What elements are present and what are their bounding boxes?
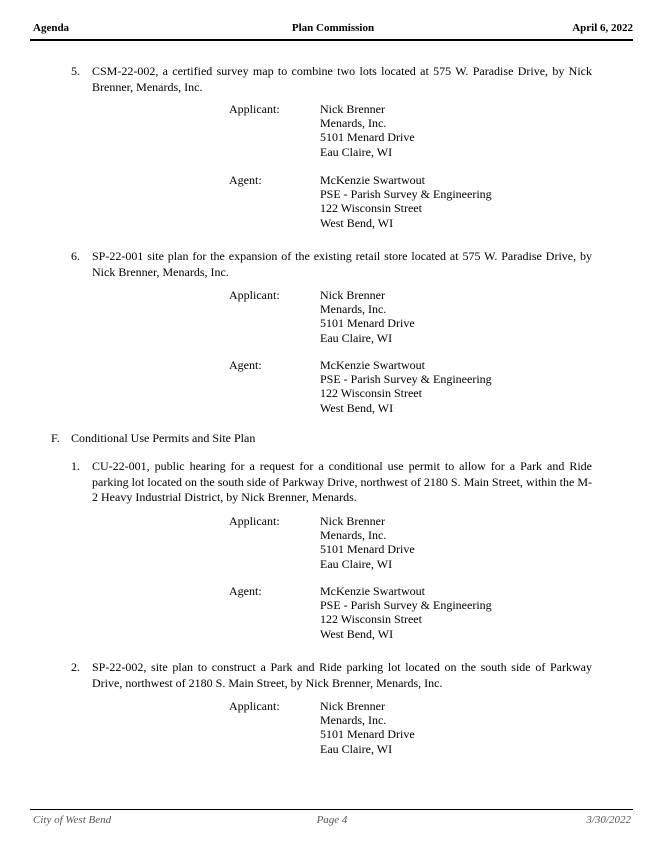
agent-label: Agent: — [229, 358, 262, 372]
contact-line: 5101 Menard Drive — [320, 542, 415, 557]
section-f-heading — [51, 431, 255, 447]
agenda-item-f2 — [71, 660, 592, 691]
item-number: 2. — [71, 660, 80, 674]
header-body-name: Plan Commission — [291, 22, 375, 34]
item-number: 1. — [71, 459, 80, 473]
agenda-item-5 — [71, 64, 592, 95]
contact-line: PSE - Parish Survey & Engineering — [320, 187, 492, 202]
contact-line: 5101 Menard Drive — [320, 316, 415, 331]
item-description: CU-22-001, public hearing for a request for a conditional use permit to allow for a Park and Ride parking lot located on the south side of Parkway Drive, northwest of 2180 S. Main Street, within the M-2 Heavy Industrial District, by Nick Brenner, Menards. — [92, 459, 592, 504]
applicant-label: Applicant: — [229, 102, 280, 116]
agenda-item-6 — [71, 249, 592, 280]
contact-line: McKenzie Swartwout — [320, 358, 425, 372]
page-header — [33, 22, 633, 38]
applicant-label: Applicant: — [229, 514, 280, 528]
item-description: CSM-22-002, a certified survey map to combine two lots located at 575 W. Paradise Drive, by Nick Brenner, Menards, Inc. — [92, 64, 592, 94]
page-footer — [33, 814, 631, 828]
footer-city: City of West Bend — [33, 814, 112, 826]
item-number: 6. — [71, 249, 80, 263]
agent-label: Agent: — [229, 584, 262, 598]
contact-line: West Bend, WI — [320, 400, 394, 415]
section-letter: F. — [51, 431, 60, 445]
contact-line: West Bend, WI — [320, 626, 394, 641]
contact-line: 122 Wisconsin Street — [320, 201, 422, 216]
contact-line: Menards, Inc. — [320, 713, 387, 728]
contact-line: Eau Claire, WI — [320, 144, 393, 159]
contact-line: Menards, Inc. — [320, 302, 387, 317]
item-description: SP-22-001 site plan for the expansion of the existing retail store located at 575 W. Paradise Drive, by Nick Brenner, Menards, Inc. — [92, 249, 592, 279]
item-number: 5. — [71, 64, 80, 78]
contact-line: Menards, Inc. — [320, 116, 387, 131]
contact-line: Eau Claire, WI — [320, 330, 393, 345]
agent-label: Agent: — [229, 173, 262, 187]
contact-line: Eau Claire, WI — [320, 556, 393, 571]
contact-line: Nick Brenner — [320, 699, 385, 713]
footer-page-number: Page 4 — [316, 814, 348, 826]
contact-line: Nick Brenner — [320, 288, 385, 302]
header-divider — [30, 39, 633, 41]
agent-address — [320, 358, 492, 415]
contact-line: PSE - Parish Survey & Engineering — [320, 598, 492, 613]
agent-address — [320, 173, 492, 230]
contact-line: McKenzie Swartwout — [320, 584, 425, 598]
applicant-address — [320, 288, 415, 345]
item-description: SP-22-002, site plan to construct a Park and Ride parking lot located on the south side of Parkway Drive, northwest of 2180 S. Main Street, by Nick Brenner, Menards, Inc. — [92, 660, 592, 690]
section-title: Conditional Use Permits and Site Plan — [71, 431, 256, 445]
contact-line: Eau Claire, WI — [320, 741, 393, 756]
applicant-label: Applicant: — [229, 288, 280, 302]
agent-address — [320, 584, 492, 641]
applicant-address — [320, 514, 415, 571]
contact-line: West Bend, WI — [320, 215, 394, 230]
contact-line: Nick Brenner — [320, 514, 385, 528]
contact-line: 5101 Menard Drive — [320, 130, 415, 145]
contact-line: McKenzie Swartwout — [320, 173, 425, 187]
contact-line: Menards, Inc. — [320, 528, 387, 543]
applicant-label: Applicant: — [229, 699, 280, 713]
contact-line: PSE - Parish Survey & Engineering — [320, 372, 492, 387]
agenda-item-f1 — [71, 459, 592, 506]
footer-divider — [30, 809, 633, 810]
footer-date: 3/30/2022 — [586, 814, 631, 826]
header-agenda: Agenda — [33, 22, 70, 34]
applicant-address — [320, 699, 415, 756]
contact-line: 122 Wisconsin Street — [320, 386, 422, 401]
contact-line: 5101 Menard Drive — [320, 727, 415, 742]
contact-line: 122 Wisconsin Street — [320, 612, 422, 627]
header-meeting-date: April 6, 2022 — [572, 22, 633, 34]
contact-line: Nick Brenner — [320, 102, 385, 116]
applicant-address — [320, 102, 415, 159]
